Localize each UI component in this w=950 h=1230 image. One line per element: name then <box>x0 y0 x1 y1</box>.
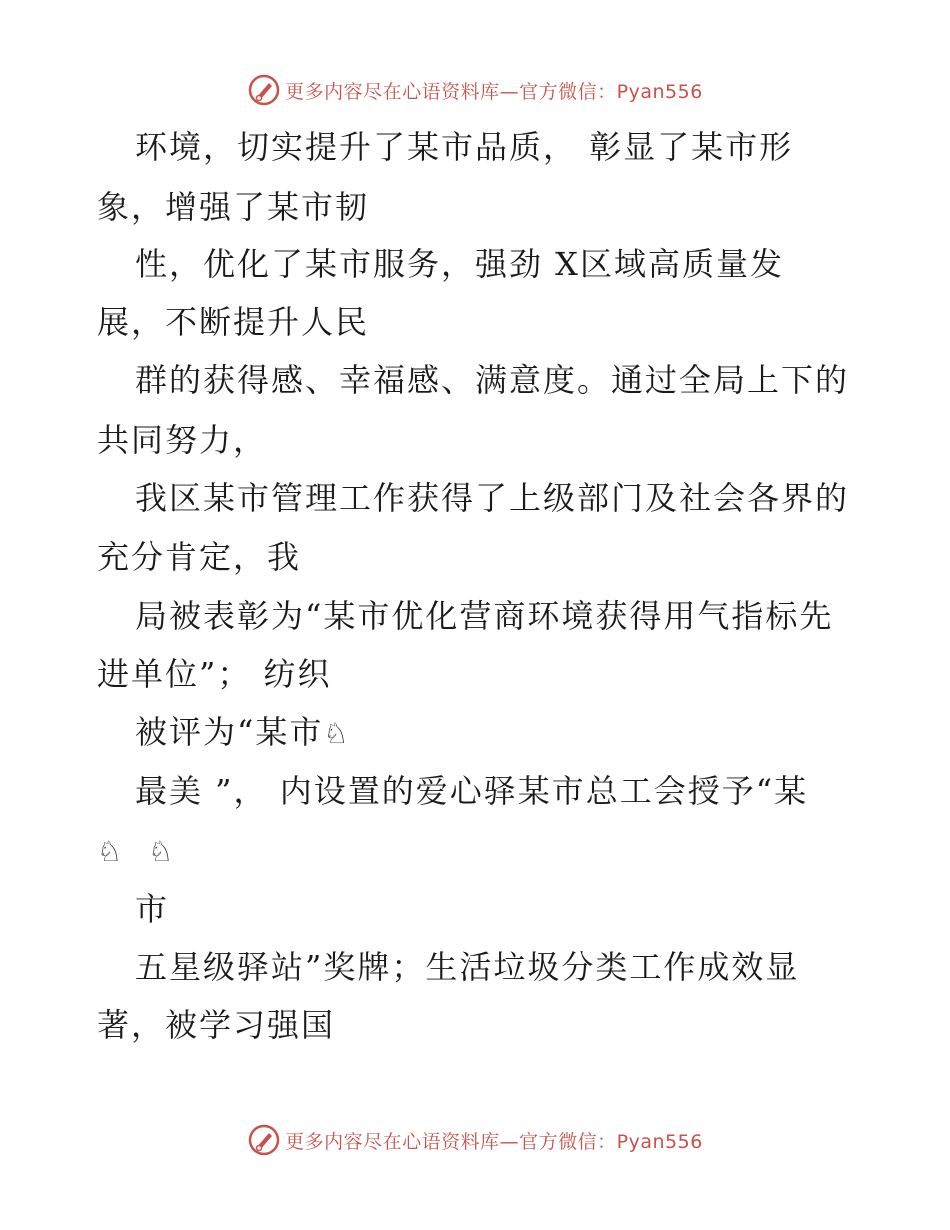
banner-text: 更多内容尽在心语资料库—官方微信：Pyan556 <box>285 1130 703 1153</box>
text-line-3: 性，优化了某市服务，强劲 X区域高质量发 <box>135 245 784 283</box>
text-line-2: 象，增强了某市韧 <box>97 188 370 226</box>
text-line-6: 共同努力， <box>97 421 268 459</box>
knight-glyph-icon: ♘ <box>97 835 125 868</box>
text-line-13 <box>97 830 175 872</box>
footer-watermark-banner <box>0 1120 950 1160</box>
knight-glyph-icon: ♘ <box>148 835 176 868</box>
text-line-9: 局被表彰为“某市优化营商环境获得用气指标先 <box>135 597 834 635</box>
knight-glyph-icon: ♘ <box>323 717 351 750</box>
text-line-4: 展，不断提升人民 <box>97 303 370 341</box>
text-line-7: 我区某市管理工作获得了上级部门及社会各界的 <box>135 479 850 517</box>
text-line-8: 充分肯定，我 <box>97 538 302 576</box>
pen-nib-logo-icon <box>247 1123 281 1157</box>
text-line-16: 著，被学习强国 <box>97 1006 336 1044</box>
text-line-11-text: 被评为“某市 <box>135 713 324 751</box>
text-line-10: 进单位”； 纺织 <box>97 655 332 693</box>
text-line-1: 环境，切实提升了某市品质， 彰显了某市形 <box>135 128 794 166</box>
banner-text: 更多内容尽在心语资料库—官方微信：Pyan556 <box>285 80 703 103</box>
text-line-11 <box>135 712 350 754</box>
text-line-15: 五星级驿站”奖牌；生活垃圾分类工作成效显 <box>135 948 800 986</box>
text-line-5: 群的获得感、幸福感、满意度。通过全局上下的 <box>135 361 850 399</box>
text-line-12: 最美 ”， 内设置的爱心驿某市总工会授予“某 <box>135 772 809 810</box>
text-line-14: 市 <box>135 890 170 928</box>
